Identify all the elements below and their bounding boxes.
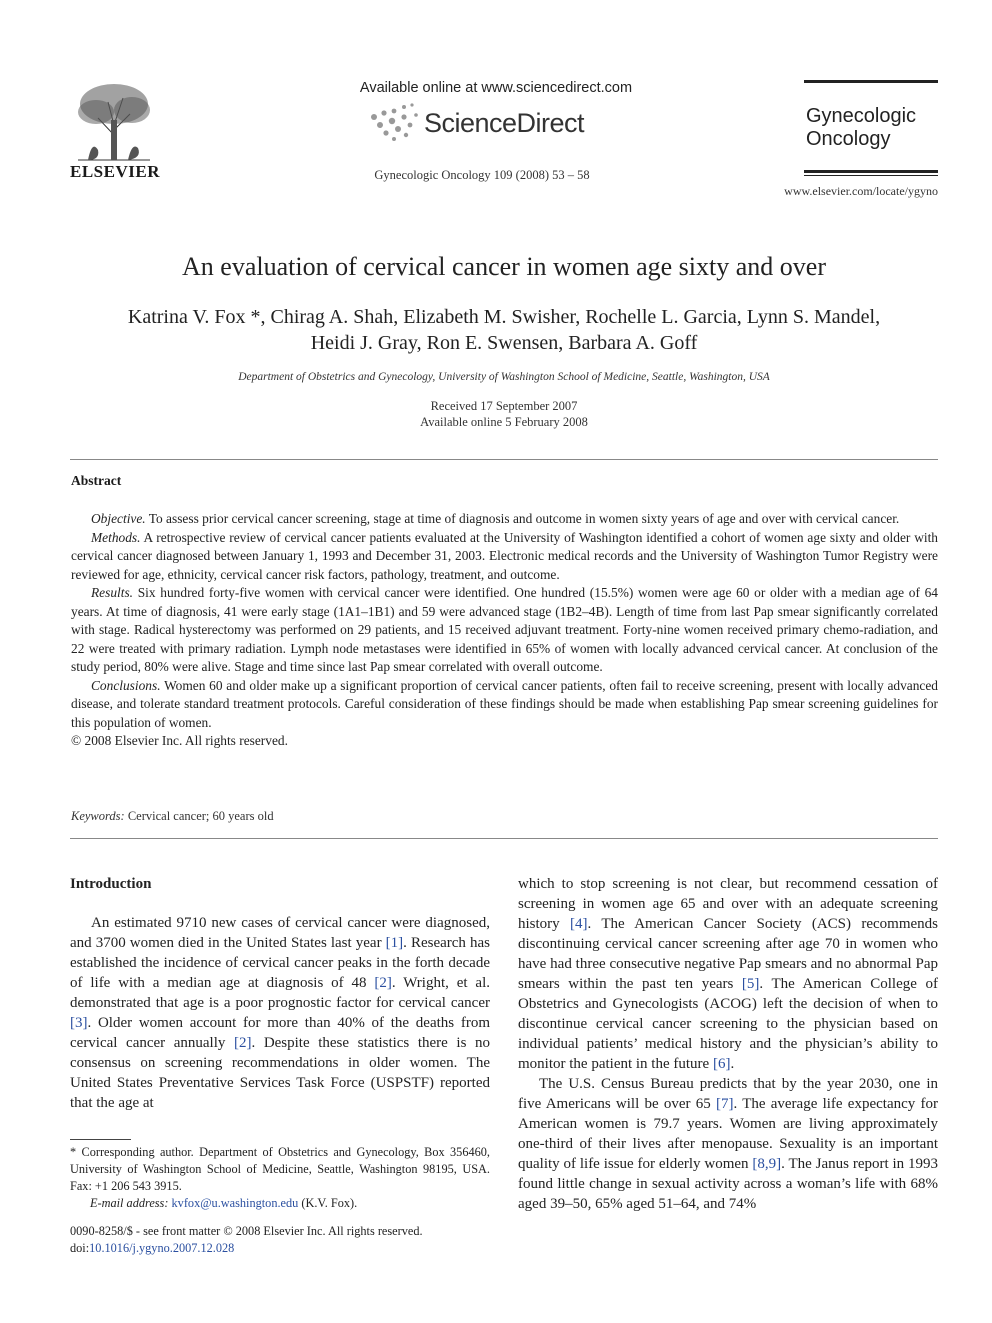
text-run: . Older women account for more than 40% of the deaths from cervical cancer annually [70,1015,490,1051]
masthead-rule-thin [804,175,938,176]
doi-label: doi: [70,1241,90,1255]
abstract-conclusions [71,677,938,733]
issn-line: 0090-8258/$ - see front matter © 2008 Elsevier Inc. All rights reserved. [70,1224,423,1238]
intro-paragraph-1-continued [518,874,938,1074]
text-run: . Research has established the incidence of cervical cancer peaks in the forth decade of life with a median age at diagnosis of 48 [70,935,490,991]
results-label: Results. [91,585,134,600]
footnote-rule [70,1139,131,1140]
authors-line2: Heidi J. Gray, Ron E. Swensen, Barbara A. Goff [310,332,698,354]
email-suffix: (K.V. Fox). [298,1196,358,1210]
keywords-label: Keywords: [71,809,125,823]
issn-doi-block [70,1223,423,1257]
keywords-text: Cervical cancer; 60 years old [124,809,274,823]
citation-link[interactable]: [2] [233,1035,252,1051]
journal-url-link[interactable]: www.elsevier.com/locate/ygyno [784,184,938,198]
abstract-heading: Abstract [71,473,122,488]
body-column-right [518,874,938,1214]
journal-citation: Gynecologic Oncology 109 (2008) 53 – 58 [374,168,590,182]
keywords [71,809,274,824]
journal-name-line1: Gynecologic [806,105,917,127]
citation-link[interactable]: [7] [715,1096,734,1112]
footnote [70,1144,490,1212]
text-run: . Despite these statistics there is no consensus on screening recommendations in older women. The United States Preventative Services Task Force (USPSTF) reported that the age at [70,1035,490,1111]
corresponding-author-note: * Corresponding author. Department of Obstetrics and Gynecology, Box 356460, University of Washington School of Medicine, Seattle, Washington 98195, USA. Fax: +1 206 543 3915. [70,1145,490,1193]
citation-link[interactable]: [3] [70,1015,88,1031]
available-online-text: Available online at www.sciencedirect.com [359,80,633,96]
journal-name-line2: Oncology [806,128,891,150]
article-dates [0,398,992,430]
masthead-rule-top [804,80,938,83]
citation-link[interactable]: [1] [385,935,404,951]
abstract-methods [71,529,938,585]
text-run: . Wright, et al. demonstrated that age is a poor prognostic factor for cervical cancer [70,975,490,1011]
citation-link[interactable]: [5] [741,976,760,992]
objective-label: Objective. [91,511,146,526]
email-link[interactable]: kvfox@u.washington.edu [171,1196,299,1210]
received-date: Received 17 September 2007 [430,399,578,413]
email-label: E-mail address: [90,1196,169,1210]
text-run: . The American College of Obstetrics and Gynecologists (ACOG) left the decision of when to discontinue cervical cancer screening to the physician based on individual patients’ medical history and the physician’s ability to monitor the patient in the future [518,976,938,1072]
methods-text: A retrospective review of cervical cancer patients evaluated at the University of Washington identified a cohort of women age sixty and older with cervical cancer diagnosed between January 1, 1993 and December 31, 2003. Electronic medical records and the University of Washington Tumor Registry were reviewed for age, ethnicity, cervical cancer risk factors, pathology, treatment, and outcome. [71,529,938,582]
divider-top [70,459,938,460]
text-run: . The American Cancer Society (ACS) recommends discontinuing cervical cancer screening after age 70 in women who have had three consecutive negative Pap smears and no abnormal Pap smears within the past ten years [518,916,939,992]
journal-masthead [804,80,938,176]
conclusions-label: Conclusions. [91,677,161,693]
journal-name [806,105,938,151]
citation-link[interactable]: [6] [712,1056,731,1072]
affiliation: Department of Obstetrics and Gynecology, University of Washington School of Medicine, Seattle, Washington, USA [238,371,770,383]
text-run: which to stop screening is not clear, but recommend cessation of screening in women age 65 and over with an adequate screening history [518,876,938,932]
abstract-copyright: © 2008 Elsevier Inc. All rights reserved. [71,733,288,748]
citation-link[interactable]: [2] [374,975,392,991]
article-title: An evaluation of cervical cancer in women age sixty and over [182,252,826,281]
masthead-rule-bottom [804,170,938,173]
doi-line [70,1240,423,1257]
citation-link[interactable]: [8,9] [752,1156,782,1172]
sciencedirect-wordmark: ScienceDirect [424,108,585,138]
text-run: . [730,1056,735,1072]
methods-label: Methods. [91,529,141,545]
authors-line1: Katrina V. Fox *, Chirag A. Shah, Elizabeth M. Swisher, Rochelle L. Garcia, Lynn S. Mandel, [127,306,881,328]
intro-paragraph-1 [70,913,490,1113]
author-list [60,304,948,356]
body-column-left [70,874,490,1113]
results-text: Six hundred forty-five women with cervical cancer were identified. One hundred (15.5%) women were age 60 or older with a median age of 64 years. At time of diagnosis, 41 were early stage (1A1–1B1) and 59 were advanced stage (1B2–4B). Length of time from last Pap smear significantly correlated with stage. Radical hysterectomy was performed on 29 patients, and 15 received adjuvant treatment. Forty-nine women received primary chemo-radiation, and 22 were treated with primary radiation. Lymph node metastases were identified in 65% of women with locally advanced cervical cancer. At conclusion of the study period, 80% were alive. Stage and time since last Pap smear correlated with overall outcome. [71,585,938,674]
available-date: Available online 5 February 2008 [420,415,588,429]
divider-bottom [70,838,938,839]
objective-text: To assess prior cervical cancer screening, stage at time of diagnosis and outcome in women sixty years of age and over with cervical cancer. [145,511,900,526]
text-run: The U.S. Census Bureau predicts that by the year 2030, one in five Americans will be over 65 [518,1076,938,1112]
email-line [70,1195,490,1212]
conclusions-text: Women 60 and older make up a significant proportion of cervical cancer patients, often fail to receive screening, present with locally advanced disease, and tolerate standard treatment protocols. Careful consideration of these findings should be made when establishing Pap smear screening guidelines for this population of women. [71,677,938,730]
text-run: . The average life expectancy for American women is 79.7 years. Women are living approximately one-third of their lives after menopause. Sexuality is an important quality of life issue for elderly women [518,1096,938,1172]
abstract-results [71,584,938,677]
text-run: . The Janus report in 1993 found little change in sexual activity across a woman’s life with 68% aged 39–50, 65% aged 51–64, and 74% [518,1156,939,1212]
doi-link[interactable]: 10.1016/j.ygyno.2007.12.028 [89,1241,235,1255]
intro-paragraph-2 [518,1074,938,1214]
publisher-name: ELSEVIER [70,162,160,181]
citation-link[interactable]: [4] [570,916,588,932]
section-heading-introduction: Introduction [70,876,152,892]
abstract-body [71,510,938,751]
text-run: An estimated 9710 new cases of cervical cancer were diagnosed, and 3700 women died in the United States last year [70,915,490,951]
abstract-objective [71,510,938,529]
